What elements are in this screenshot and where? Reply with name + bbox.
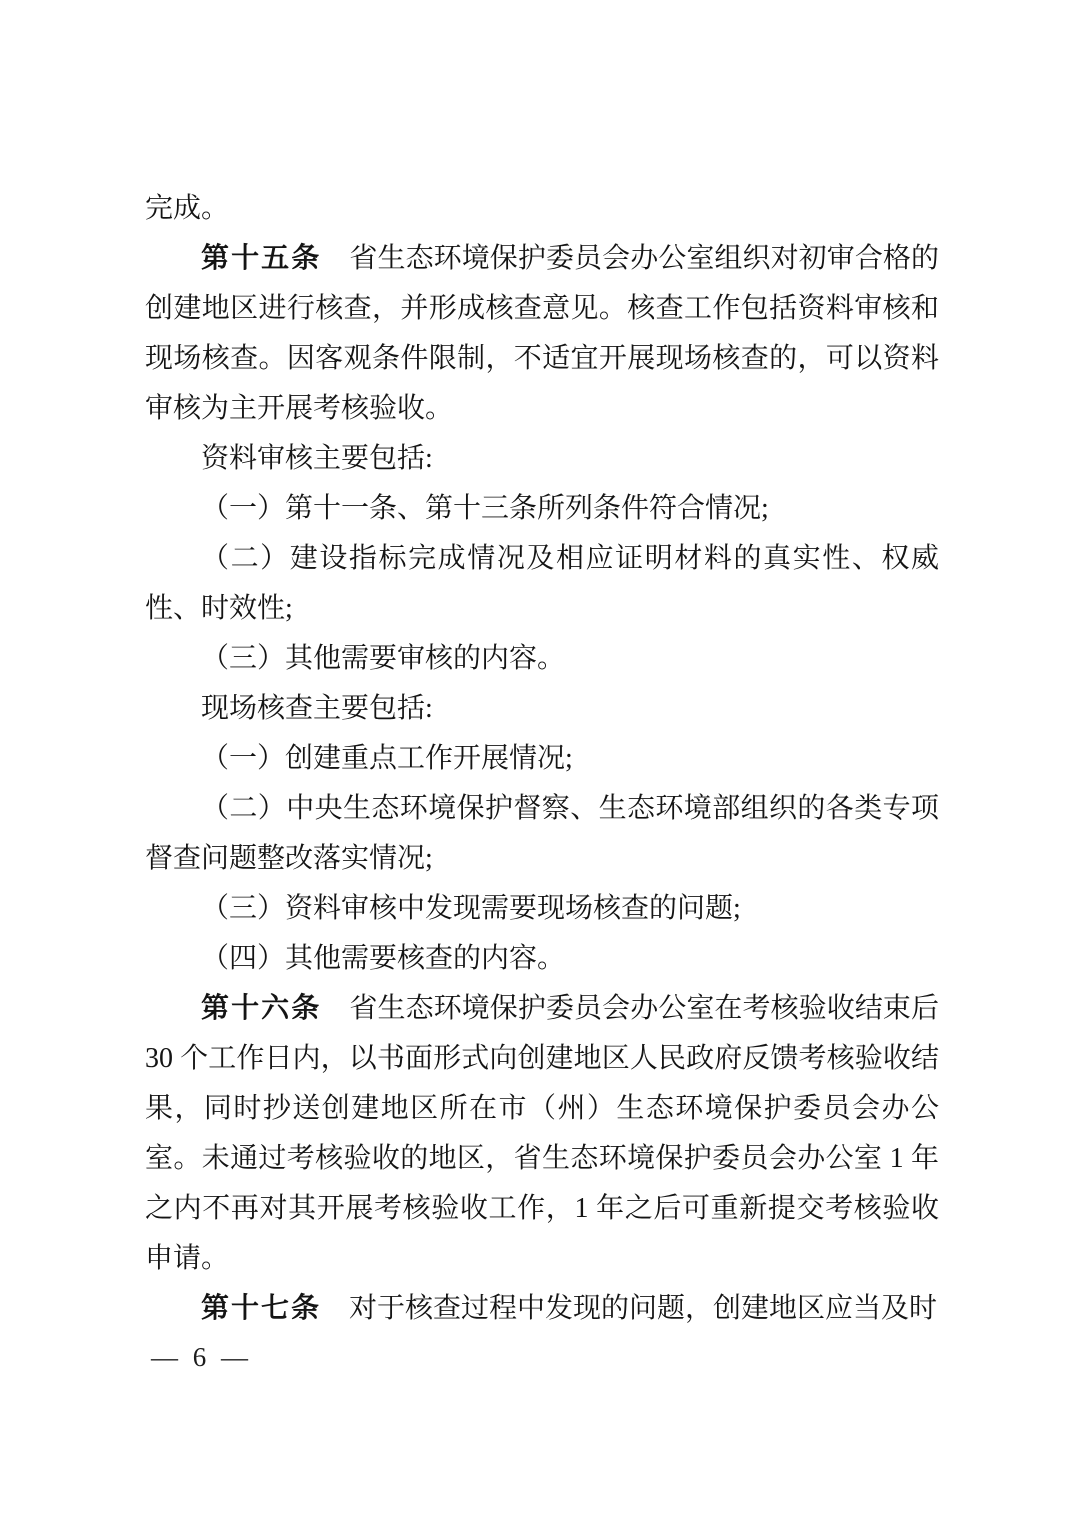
text-run: （三）其他需要审核的内容。 bbox=[201, 643, 566, 674]
paragraph bbox=[145, 884, 939, 934]
paragraph bbox=[145, 234, 939, 434]
paragraph bbox=[145, 1284, 939, 1334]
text-run: 现场核查主要包括: bbox=[201, 693, 433, 724]
text-run: 省生态环境保护委员会办公室组织对初审合格的创建地区进行核查，并形成核查意见。核查工作包括资料审核和现场核查。因客观条件限制，不适宜开展现场核查的，可以资料审核为主开展考核验收。 bbox=[145, 243, 939, 424]
document-body bbox=[145, 184, 939, 1334]
paragraph bbox=[145, 634, 939, 684]
paragraph bbox=[145, 684, 939, 734]
paragraph bbox=[145, 434, 939, 484]
paragraph bbox=[145, 734, 939, 784]
article-number: 第十六条 bbox=[201, 993, 322, 1024]
page-number: — 6 — bbox=[151, 1342, 252, 1372]
text-run: 省生态环境保护委员会办公室在考核验收结束后 30 个工作日内，以书面形式向创建地区人民政府反馈考核验收结果，同时抄送创建地区所在市（州）生态环境保护委员会办公室。未通过考核验收的地区，省生态环境保护委员会办公室 1 年之内不再对其开展考核验收工作，1 年之后可重新提交考核验收申请。 bbox=[145, 993, 939, 1274]
text-run: （二）建设指标完成情况及相应证明材料的真实性、权威性、时效性; bbox=[145, 543, 939, 624]
paragraph bbox=[145, 184, 939, 234]
article-number: 第十七条 bbox=[201, 1293, 322, 1324]
text-run: 对于核查过程中发现的问题，创建地区应当及时 bbox=[321, 1293, 938, 1324]
paragraph bbox=[145, 484, 939, 534]
paragraph bbox=[145, 934, 939, 984]
paragraph bbox=[145, 534, 939, 634]
paragraph bbox=[145, 784, 939, 884]
text-run: （一）第十一条、第十三条所列条件符合情况; bbox=[201, 493, 769, 524]
text-run: （二）中央生态环境保护督察、生态环境部组织的各类专项督查问题整改落实情况; bbox=[145, 793, 939, 874]
paragraph bbox=[145, 984, 939, 1284]
text-run: （一）创建重点工作开展情况; bbox=[201, 743, 573, 774]
article-number: 第十五条 bbox=[201, 243, 322, 274]
text-run: （三）资料审核中发现需要现场核查的问题; bbox=[201, 893, 741, 924]
text-run: （四）其他需要核查的内容。 bbox=[201, 943, 566, 974]
text-run: 资料审核主要包括: bbox=[201, 443, 433, 474]
text-run: 完成。 bbox=[145, 193, 230, 224]
